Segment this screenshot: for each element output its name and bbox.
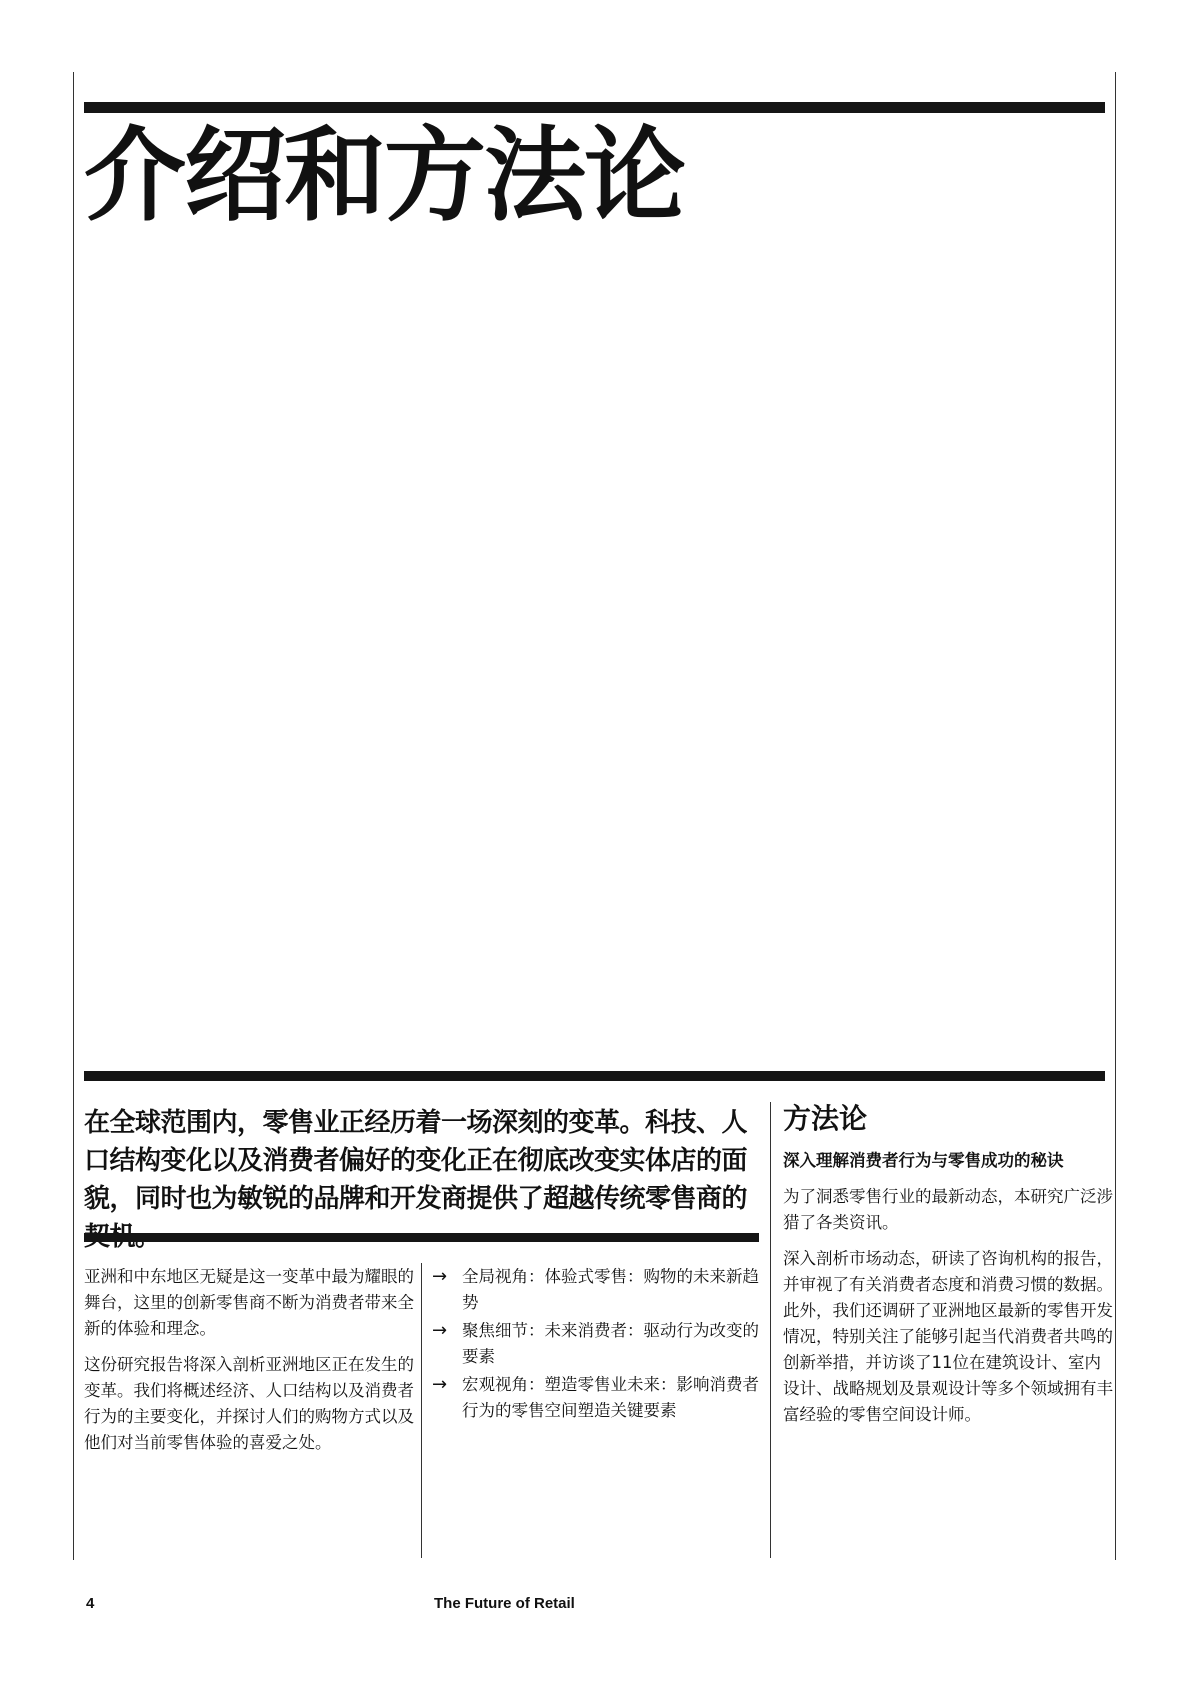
list-item — [432, 1372, 762, 1424]
intro-paragraph: 亚洲和中东地区无疑是这一变革中最为耀眼的舞台，这里的创新零售商不断为消费者带来全新的体验和理念。 — [84, 1267, 414, 1338]
methodology-title: 方法论 — [783, 1102, 868, 1135]
lead-underline-rule — [84, 1233, 759, 1242]
contents-list — [432, 1264, 762, 1424]
page-number: 4 — [86, 1595, 95, 1612]
list-item — [432, 1264, 762, 1316]
intro-paragraph: 这份研究报告将深入剖析亚洲地区正在发生的变革。我们将概述经济、人口结构以及消费者行为的主要变化，并探讨人们的购物方式以及他们对当前零售体验的喜爱之处。 — [84, 1355, 414, 1452]
methodology-column — [783, 1100, 1113, 1438]
column-divider-1 — [421, 1263, 422, 1558]
page-title: 介绍和方法论 — [84, 117, 684, 236]
list-item-label: 全局视角：体验式零售：购物的未来新趋势 — [462, 1267, 759, 1312]
publication-title: The Future of Retail — [434, 1595, 575, 1612]
contents-column — [432, 1264, 762, 1426]
arrow-right-icon: → — [432, 1320, 448, 1341]
methodology-subtitle: 深入理解消费者行为与零售成功的秘诀 — [783, 1151, 1064, 1170]
right-margin-rule — [1115, 72, 1116, 1560]
methodology-paragraph: 深入剖析市场动态，研读了咨询机构的报告，并审视了有关消费者态度和消费习惯的数据。此外，我们还调研了亚洲地区最新的零售开发情况，特别关注了能够引起当代消费者共鸣的创新举措，并访谈了11位在建筑设计、室内设计、战略规划及景观设计等多个领域拥有丰富经验的零售空间设计师。 — [783, 1249, 1113, 1424]
lead-paragraph: 在全球范围内，零售业正经历着一场深刻的变革。科技、人口结构变化以及消费者偏好的变化正在彻底改变实体店的面貌，同时也为敏锐的品牌和开发商提供了超越传统零售商的 — [84, 1108, 748, 1214]
column-divider-2 — [770, 1102, 771, 1558]
arrow-right-icon: → — [432, 1266, 448, 1287]
arrow-right-icon: → — [432, 1374, 448, 1395]
methodology-paragraph: 为了洞悉零售行业的最新动态，本研究广泛涉猎了各类资讯。 — [783, 1187, 1113, 1232]
list-item-label: 聚焦细节：未来消费者：驱动行为改变的要素 — [462, 1321, 759, 1366]
left-margin-rule — [73, 72, 74, 1560]
intro-column — [84, 1264, 414, 1466]
top-rule — [84, 102, 1105, 113]
list-item-label: 宏观视角：塑造零售业未来：影响消费者行为的零售空间塑造关键要素 — [462, 1375, 759, 1420]
list-item — [432, 1318, 762, 1370]
section-rule — [84, 1071, 1105, 1081]
